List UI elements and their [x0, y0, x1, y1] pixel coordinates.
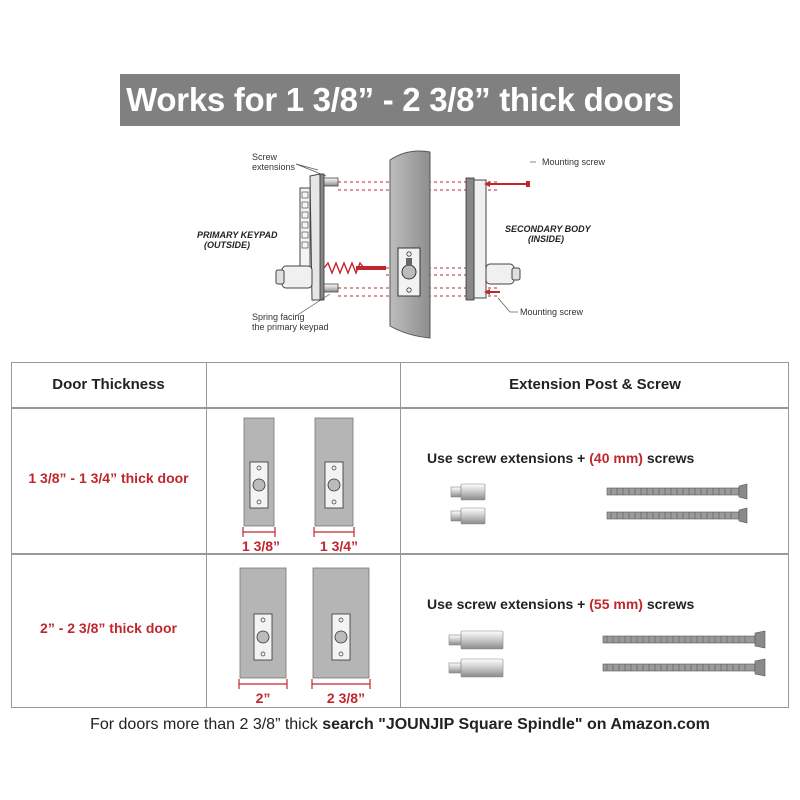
installation-diagram	[0, 140, 800, 350]
label-screw-extensions-1: Screw	[252, 152, 278, 162]
extension-post-icon	[449, 631, 503, 677]
door-section-1b	[314, 418, 354, 537]
dim-label-2b: 2 3/8”	[326, 690, 366, 706]
header-extension: Extension Post & Screw	[509, 376, 681, 393]
label-screw-extensions-2: extensions	[252, 162, 296, 172]
screw-size-2: (55 mm)	[589, 596, 643, 612]
label-spring-2: the primary keypad	[252, 322, 329, 332]
label-mounting-screw-bottom: Mounting screw	[520, 307, 584, 317]
thickness-table	[11, 362, 789, 708]
row-label-1: 1 3/8” - 1 3/4” thick door	[28, 470, 189, 486]
label-primary-keypad: PRIMARY KEYPAD	[197, 230, 278, 240]
hardware-illustration-2	[441, 626, 781, 686]
label-mounting-screw-top: Mounting screw	[542, 157, 606, 167]
door-slab	[390, 151, 430, 338]
footer-search-hint: search "JOUNJIP Square Spindle" on Amazon.com	[322, 716, 710, 733]
header-door-thickness: Door Thickness	[52, 376, 165, 393]
dim-label-2a: 2”	[255, 690, 271, 706]
extension-post-icon	[451, 484, 485, 524]
door-section-2a	[239, 568, 287, 689]
label-spring-1: Spring facing	[252, 312, 305, 322]
footer-note	[0, 716, 800, 734]
screw-extensions-diagram	[324, 178, 386, 292]
hardware-illustration-1	[441, 478, 761, 538]
screw-40mm-icon	[607, 484, 747, 523]
label-secondary-body-inside: (INSIDE)	[528, 234, 564, 244]
primary-keypad	[276, 174, 324, 300]
dim-label-1a: 1 3/8”	[241, 538, 281, 554]
secondary-body	[466, 178, 520, 300]
door-thickness-illustration-2	[206, 554, 401, 708]
label-secondary-body: SECONDARY BODY	[505, 224, 591, 234]
use-text-1: Use screw extensions + (40 mm) screws	[427, 450, 695, 466]
row-label-2: 2” - 2 3/8” thick door	[40, 620, 177, 636]
door-thickness-illustration-1	[206, 408, 401, 554]
footer-prefix: For doors more than 2 3/8” thick	[90, 716, 323, 733]
use-text-2: Use screw extensions + (55 mm) screws	[427, 596, 695, 612]
door-section-2b	[312, 568, 370, 689]
door-section-1a	[243, 418, 275, 537]
screw-size-1: (40 mm)	[589, 450, 643, 466]
title-banner: Works for 1 3/8” - 2 3/8” thick doors	[120, 74, 680, 126]
label-primary-keypad-outside: (OUTSIDE)	[204, 240, 250, 250]
dim-label-1b: 1 3/4”	[319, 538, 359, 554]
screw-55mm-icon	[603, 631, 765, 676]
